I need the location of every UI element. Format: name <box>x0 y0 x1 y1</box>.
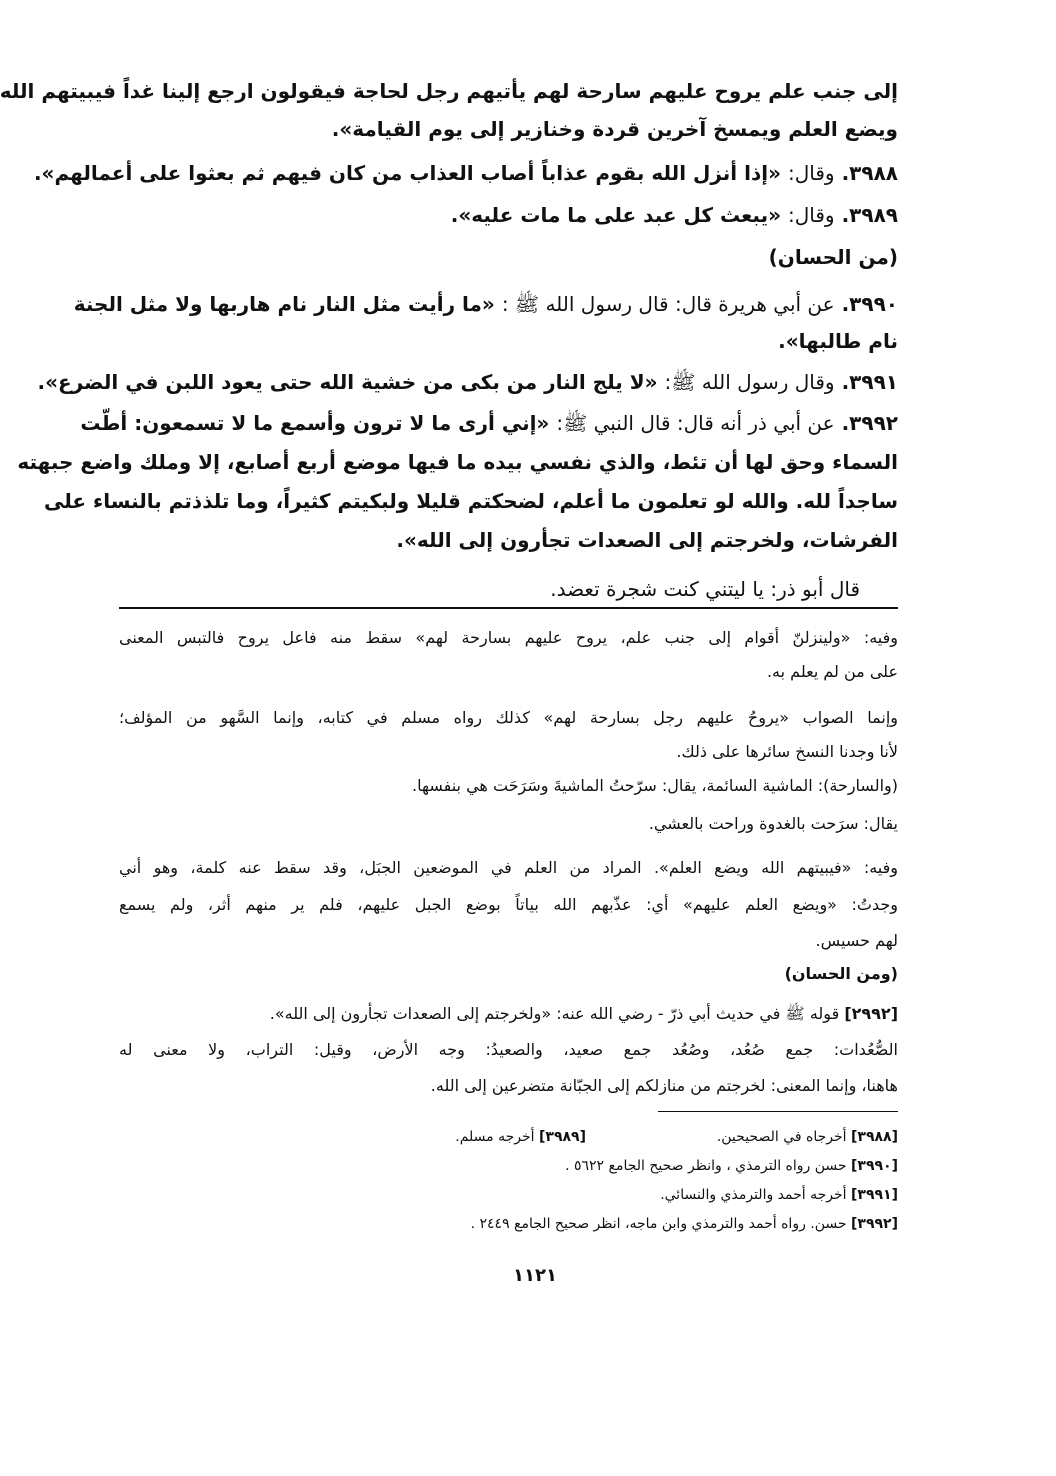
note-6-line-1 <box>119 998 898 1030</box>
note-6-line-2: الصُّعُدات: جمع صُعُد، وصُعُد جمع صعيد، والصعيدُ: وجه الأرض، وقيل: التراب، ولا معنى له <box>119 1040 898 1059</box>
hadith-3992-line-2: السماء وحق لها أن تئط، والذي نفسي بيده ما فيها موضع أربع أصابع، إلا وملك واضع جبهته <box>17 450 898 474</box>
intro-line-1: إلى جنب علم يروح عليهم سارحة لهم يأتيهم رجل لحاجة فيقولون ارجع إلينا غداً فيبيتهم الله <box>0 79 898 103</box>
hadith-text: «ما رأيت مثل النار نام هاربها ولا مثل الجنة <box>73 292 495 316</box>
footnote-reference: [٣٩٩٠] <box>851 1158 898 1174</box>
hadith-number: ٣٩٨٩. <box>841 203 898 227</box>
hadith-text: «يبعث كل عبد على ما مات عليه». <box>450 203 782 227</box>
hadith-intro: وقال: <box>788 161 835 185</box>
commentary-divider <box>119 607 898 609</box>
hadith-3990-line-2: نام طالبها». <box>778 329 898 353</box>
footnote-3991 <box>660 1182 898 1208</box>
hadith-intro: عن أبي ذر أنه قال: قال النبي ﷺ: <box>556 411 835 435</box>
footnote-text: حسن رواه الترمذي ، وانظر صحيح الجامع ٥٦٢٢ . <box>565 1158 847 1174</box>
hadith-text: «لا يلج النار من بكى من خشية الله حتى يعود اللبن في الضرع». <box>37 370 658 394</box>
note-2-line-1: وإنما الصواب «يروحُ عليهم رجل بسارحة لهم» كذلك رواه مسلم في كتابه، وإنما السَّهو من المؤلف؛ <box>119 708 898 727</box>
hadith-number: ٣٩٩٠. <box>841 292 898 316</box>
footnote-divider <box>658 1111 898 1112</box>
hadith-number: ٣٩٩٢. <box>841 411 898 435</box>
note-5-line-3: لهم حسيس. <box>815 931 898 950</box>
footnote-3990 <box>565 1153 898 1179</box>
hadith-intro: عن أبي هريرة قال: قال رسول الله ﷺ : <box>501 292 835 316</box>
footnote-reference: [٣٩٨٨] <box>851 1129 898 1145</box>
intro-line-2: ويضع العلم ويمسخ آخرين قردة وخنازير إلى يوم القيامة». <box>331 117 898 141</box>
note-3: (والسارحة): الماشية السائمة، يقال: سرّحتُ الماشيةَ وسَرَحَت هي بنفسها. <box>412 776 898 795</box>
note-text: قوله ﷺ في حديث أبي ذرّ - رضي الله عنه: «ولخرجتم إلى الصعدات تجأرون إلى الله». <box>269 1004 840 1023</box>
hadith-number: ٣٩٨٨. <box>841 161 898 185</box>
abu-dharr-saying: قال أبو ذر: يا ليتني كنت شجرة تعضد. <box>550 577 860 601</box>
note-1-line-1: وفيه: «ولينزلنّ أقوام إلى جنب علم، يروح عليهم بسارحة لهم» سقط منه فاعل يروح فالتبس المعنى <box>119 628 898 647</box>
page-number: ١١٢١ <box>513 1265 557 1286</box>
hadith-3990-line-1 <box>73 285 898 323</box>
footnote-text: أخرجه أحمد والترمذي والنسائي. <box>660 1187 847 1203</box>
footnote-text: حسن. رواه أحمد والترمذي وابن ماجه، انظر صحيح الجامع ٢٤٤٩ . <box>470 1216 847 1232</box>
section-heading-hasan-2: (ومن الحسان) <box>784 964 898 983</box>
hadith-number: ٣٩٩١. <box>841 370 898 394</box>
hadith-3992-line-3: ساجداً لله. والله لو تعلمون ما أعلم، لضحكتم قليلا ولبكيتم كثيراً، وما تلذذتم بالنساء على <box>43 489 898 513</box>
footnote-text: أخرجه مسلم. <box>455 1129 535 1145</box>
footnote-text: أخرجاه في الصحيحين. <box>716 1129 847 1145</box>
note-1-line-2: على من لم يعلم به. <box>766 662 898 681</box>
footnote-reference: [٣٩٩١] <box>851 1187 898 1203</box>
note-2-line-2: لأنا وجدنا النسخ سائرها على ذلك. <box>676 742 898 761</box>
footnote-3988 <box>717 1124 898 1150</box>
footnote-3989 <box>455 1124 586 1150</box>
hadith-3988 <box>33 154 898 192</box>
section-heading-hasan: (من الحسان) <box>768 245 898 269</box>
hadith-3989 <box>119 196 898 234</box>
footnote-3992 <box>471 1211 898 1237</box>
hadith-intro: وقال: <box>788 203 835 227</box>
hadith-intro: وقال رسول الله ﷺ: <box>664 370 835 394</box>
hadith-3991 <box>37 363 898 401</box>
hadith-3992-line-4: الفرشات، ولخرجتم إلى الصعدات تجأرون إلى الله». <box>396 528 898 552</box>
note-reference: [٢٩٩٢] <box>844 1004 898 1023</box>
hadith-3992-line-1 <box>80 404 898 442</box>
note-5-line-1: وفيه: «فيبيتهم الله ويضع العلم». المراد من العلم في الموضعين الجبَل، وقد سقط عنه كلمة، وهو أني <box>119 858 898 877</box>
note-4: يقال: سرَحت بالغدوة وراحت بالعشي. <box>648 814 898 833</box>
hadith-text: «إذا أنزل الله بقوم عذاباً أصاب العذاب من كان فيهم ثم بعثوا على أعمالهم». <box>33 161 782 185</box>
footnote-reference: [٣٩٩٢] <box>851 1216 898 1232</box>
note-6-line-3: هاهنا، وإنما المعنى: لخرجتم من منازلكم إلى الجبّانة متضرعين إلى الله. <box>430 1076 898 1095</box>
footnote-reference: [٣٩٨٩] <box>539 1129 586 1145</box>
hadith-text: «إني أرى ما لا ترون وأسمع ما لا تسمعون: أطّت <box>80 411 550 435</box>
note-5-line-2: وجدتُ: «ويضع العلم عليهم» أي: عذّبهم الله بياتاً بوضع الجبل عليهم، فلم ير منهم أثر، ولم يسمع <box>119 895 898 914</box>
